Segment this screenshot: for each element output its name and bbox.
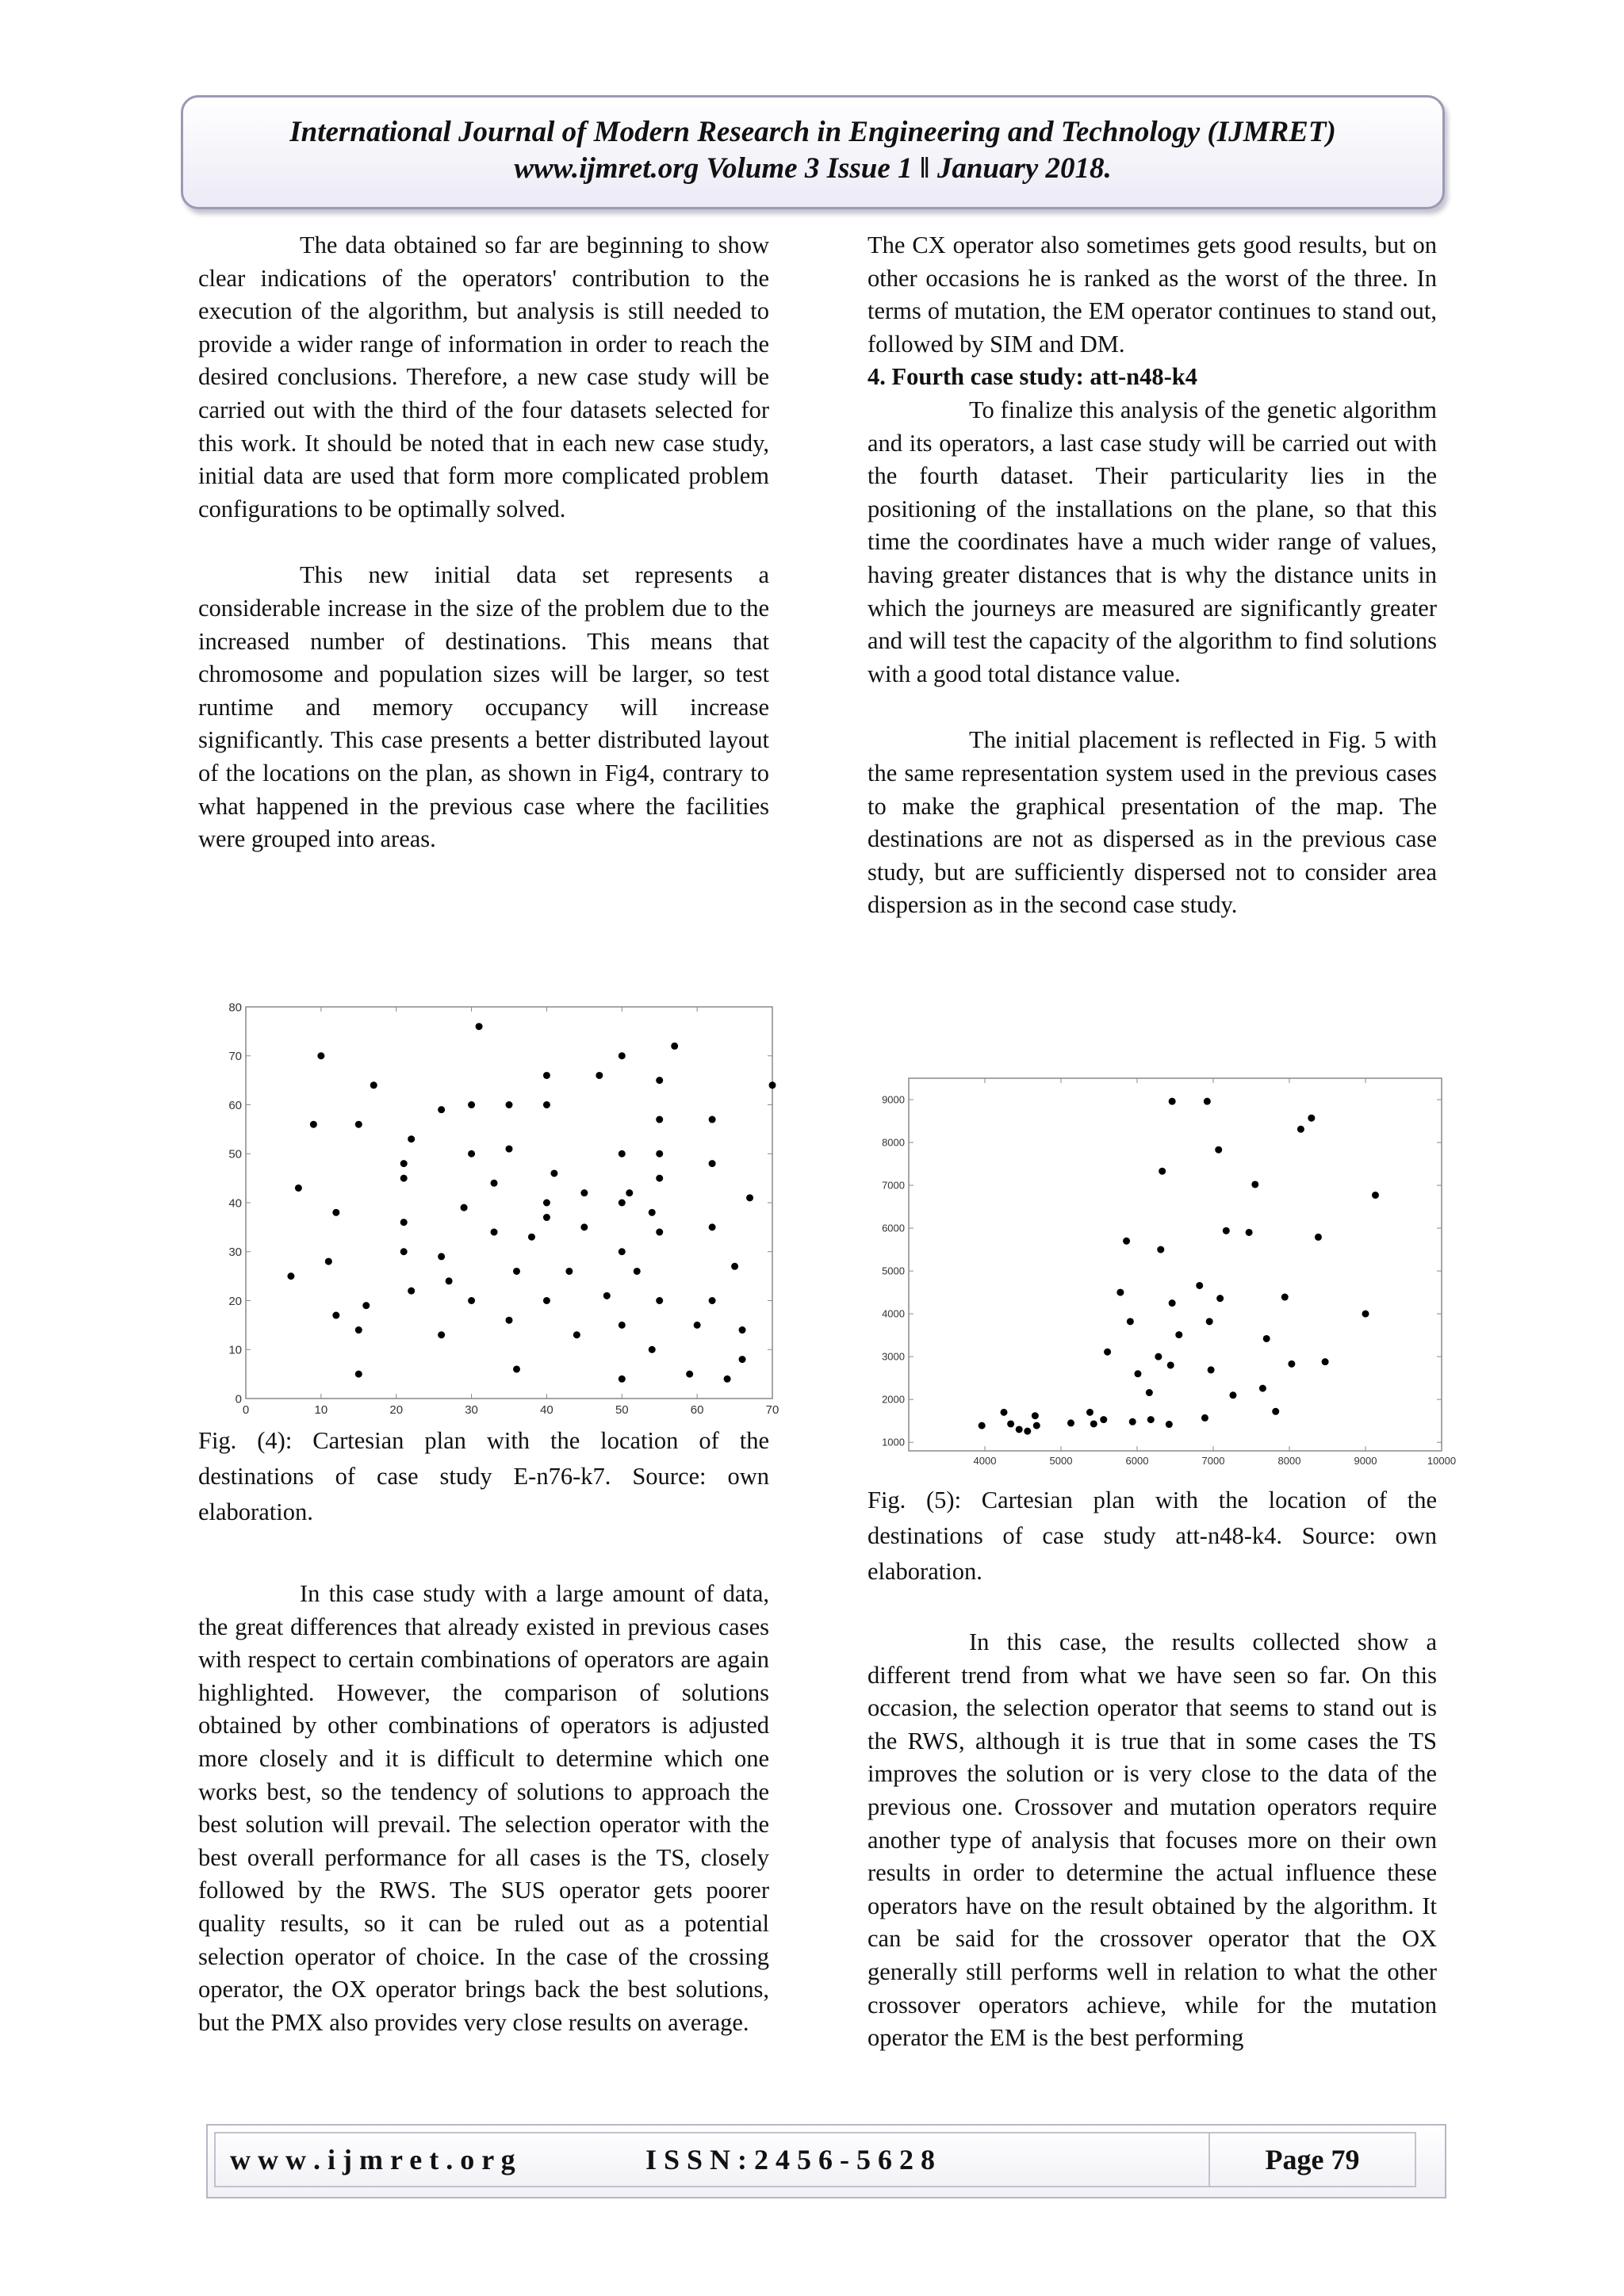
y-tick-label: 30	[228, 1246, 242, 1259]
data-point	[619, 1322, 626, 1329]
y-tick-label: 8000	[882, 1136, 905, 1149]
footer-website: w w w . i j m r e t . o r g	[230, 2144, 515, 2175]
x-tick-label: 6000	[1125, 1455, 1149, 1467]
paragraph: In this case, the results collected show a different trend from what we have seen so far. On this occasion, the selection operator that seems to stand out is the RWS, although it is true that in some cases the TS improves the solution or is very close to the data of the previous one. Crossover and mutation operators require another type of analysis that focuses more on their own results in order to determine the actual influence these operators have on the result obtained by the algorithm. It can be said for the crossover operator that the OX generally still performs well in relation to what the other crossover operators achieve, while for the mutation operator the EM is the best performing	[868, 1628, 1437, 2052]
data-point	[573, 1331, 580, 1338]
figure-4-plot-area	[228, 1001, 779, 1417]
data-point	[438, 1253, 445, 1260]
data-point	[1288, 1360, 1295, 1368]
x-tick-label: 5000	[1049, 1455, 1073, 1467]
x-tick-label: 10000	[1427, 1455, 1457, 1467]
data-point	[325, 1258, 332, 1265]
data-point	[739, 1326, 746, 1334]
data-point	[565, 1268, 573, 1275]
data-point	[468, 1150, 475, 1158]
data-point	[1155, 1353, 1162, 1360]
data-point	[619, 1376, 626, 1383]
y-tick-label: 5000	[882, 1265, 905, 1277]
data-point	[528, 1234, 535, 1241]
data-point	[468, 1101, 475, 1108]
x-tick-label: 10	[314, 1403, 328, 1417]
data-point	[1175, 1331, 1182, 1338]
data-point	[543, 1297, 550, 1304]
data-point	[709, 1160, 716, 1167]
data-point	[310, 1121, 317, 1128]
x-tick-label: 70	[765, 1403, 779, 1417]
data-point	[1134, 1370, 1141, 1377]
data-point	[656, 1077, 663, 1084]
paragraph: This new initial data set represents a considerable increase in the size of the problem due to the increased number of destinations. This means that chromosome and population sizes will be larger, so test runtime and memory occupancy will increase significantly. This case presents a better distributed layout of the locations on the plan, as shown in Fig4, contrary to what happened in the previous case where the facilities were grouped into areas.	[198, 561, 769, 853]
data-point	[550, 1169, 557, 1177]
footer-page-number: Page 79	[1208, 2132, 1416, 2187]
data-point	[1067, 1419, 1074, 1426]
data-point	[1204, 1098, 1211, 1105]
data-point	[295, 1184, 302, 1192]
x-tick-label: 4000	[973, 1455, 997, 1467]
data-point	[656, 1150, 663, 1158]
paragraph: The initial placement is reflected in Fig. 5 with the same representation system used in the previous cases to make the graphical presentation of the map. The destinations are not as dispersed as in the previous case study, but are sufficiently dispersed not to consider area dispersion as in the second case study.	[868, 726, 1437, 919]
data-point	[1263, 1335, 1270, 1342]
data-point	[1281, 1294, 1289, 1301]
data-point	[408, 1288, 415, 1295]
data-point	[1372, 1192, 1379, 1199]
data-point	[1216, 1295, 1224, 1302]
data-point	[332, 1209, 339, 1216]
data-point	[979, 1422, 986, 1429]
data-point	[1001, 1409, 1008, 1416]
data-point	[1033, 1422, 1040, 1429]
y-tick-label: 0	[235, 1392, 242, 1406]
journal-header	[181, 95, 1445, 209]
figure-4-caption: Fig. (4): Cartesian plan with the location of the destinations of case study E-n76-k7. Source: own elaboration.	[198, 1427, 769, 1525]
data-point	[739, 1356, 746, 1363]
y-tick-label: 2000	[882, 1393, 905, 1406]
y-tick-label: 7000	[882, 1179, 905, 1192]
right-column	[868, 229, 1437, 922]
journal-issue-line: www.ijmret.org Volume 3 Issue 1 ǁ January 2018.	[514, 152, 1112, 185]
data-point	[656, 1116, 663, 1123]
data-point	[543, 1072, 550, 1079]
data-point	[619, 1248, 626, 1255]
data-point	[1016, 1425, 1023, 1433]
data-point	[709, 1297, 716, 1304]
left-column	[198, 229, 769, 856]
data-point	[1272, 1408, 1279, 1415]
data-point	[596, 1072, 603, 1079]
data-point	[580, 1189, 588, 1196]
data-point	[1167, 1361, 1174, 1368]
x-tick-label: 9000	[1354, 1455, 1377, 1467]
y-tick-label: 40	[228, 1196, 242, 1211]
data-point	[1169, 1299, 1176, 1307]
data-point	[619, 1150, 626, 1158]
data-point	[491, 1229, 498, 1236]
x-tick-label: 20	[389, 1403, 404, 1417]
data-point	[438, 1331, 445, 1338]
y-tick-label: 10	[228, 1343, 242, 1357]
x-tick-label: 50	[615, 1403, 629, 1417]
paragraph: The data obtained so far are beginning to show clear indications of the operators' contribution to the execution of the algorithm, but analysis is still needed to provide a wider range of information in order to reach the desired conclusions. Therefore, a new case study will be carried out with the third of the four datasets selected for this work. It should be noted that in each new case study, initial data are used that form more complicated problem configurations to be optimally solved.	[198, 232, 769, 522]
figure-4-scatter-plot	[213, 1001, 777, 1421]
data-point	[1297, 1126, 1304, 1133]
data-point	[1246, 1229, 1253, 1236]
data-point	[370, 1081, 377, 1089]
data-point	[400, 1248, 408, 1255]
y-tick-label: 3000	[882, 1350, 905, 1363]
data-point	[513, 1365, 520, 1372]
y-tick-label: 9000	[882, 1093, 905, 1106]
paragraph: The CX operator also sometimes gets good results, but on other occasions he is ranked as the worst of the three. In terms of mutation, the EM operator continues to stand out, followed by SIM and DM.	[868, 232, 1437, 358]
data-point	[1322, 1358, 1329, 1365]
data-point	[709, 1223, 716, 1230]
data-point	[543, 1214, 550, 1221]
y-tick-label: 80	[228, 1001, 242, 1015]
data-point	[1007, 1420, 1014, 1427]
data-point	[355, 1326, 362, 1334]
data-point	[1201, 1414, 1208, 1422]
data-point	[446, 1277, 453, 1284]
data-point	[619, 1200, 626, 1207]
data-point	[1127, 1318, 1134, 1325]
data-point	[1196, 1282, 1203, 1289]
data-point	[769, 1081, 776, 1089]
data-point	[1259, 1385, 1266, 1392]
data-point	[656, 1229, 663, 1236]
data-point	[649, 1209, 656, 1216]
data-point	[355, 1121, 362, 1128]
left-column-continued	[198, 1578, 769, 2039]
data-point	[1157, 1246, 1164, 1253]
data-point	[724, 1376, 731, 1383]
data-point	[438, 1106, 445, 1113]
plot-frame	[909, 1078, 1442, 1451]
paragraph: To finalize this analysis of the genetic algorithm and its operators, a last case study will be carried out with the fourth dataset. Their particularity lies in the positioning of the installations on the plane, so that this time the coordinates have a much wider range of values, having greater distances that is why the distance units in which the journeys are measured are significantly greater and will test the capacity of the algorithm to find solutions with a good total distance value.	[868, 396, 1437, 687]
plot-frame	[246, 1007, 772, 1399]
data-point	[709, 1116, 716, 1123]
data-point	[1100, 1416, 1107, 1423]
x-tick-label: 40	[540, 1403, 553, 1417]
x-tick-label: 0	[242, 1403, 250, 1417]
data-point	[543, 1101, 550, 1108]
figure-5-plot-area	[882, 1078, 1456, 1467]
data-point	[671, 1043, 678, 1050]
data-point	[1169, 1098, 1176, 1105]
data-point	[1229, 1391, 1236, 1399]
data-point	[1147, 1416, 1155, 1423]
x-tick-label: 7000	[1201, 1455, 1225, 1467]
data-point	[731, 1263, 738, 1270]
data-point	[287, 1272, 294, 1280]
data-point	[506, 1101, 513, 1108]
page-footer	[206, 2124, 1446, 2198]
data-point	[1024, 1428, 1031, 1435]
data-point	[746, 1194, 753, 1201]
data-point	[603, 1292, 611, 1299]
data-point	[1086, 1409, 1094, 1416]
data-point	[400, 1219, 408, 1226]
figure-5-scatter-plot	[864, 1070, 1457, 1476]
data-point	[1159, 1168, 1166, 1175]
paragraph: In this case study with a large amount of data, the great differences that already existed in previous cases with respect to certain combinations of operators are again highlighted. However, the comparison of solutions obtained by other combinations of operators is adjusted more closely and it is difficult to determine which one works best, so the tendency of solutions to approach the best solution will prevail. The selection operator with the best overall performance for all cases is the TS, closely followed by the RWS. The SUS operator gets poorer quality results, so it can be ruled out as a potential selection operator of choice. In the case of the crossing operator, the OX operator brings back the best solutions, but the PMX also provides very close results on average.	[198, 1580, 769, 2036]
data-point	[400, 1175, 408, 1182]
x-tick-label: 30	[465, 1403, 478, 1417]
data-point	[506, 1317, 513, 1324]
data-point	[1129, 1418, 1136, 1425]
data-point	[656, 1175, 663, 1182]
data-point	[362, 1302, 370, 1309]
x-tick-label: 60	[690, 1403, 704, 1417]
data-point	[1362, 1311, 1369, 1318]
data-point	[1215, 1146, 1222, 1154]
y-tick-label: 1000	[882, 1436, 905, 1448]
data-point	[1104, 1349, 1111, 1356]
data-point	[506, 1146, 513, 1153]
data-point	[400, 1160, 408, 1167]
data-point	[317, 1052, 324, 1059]
figure-5-caption: Fig. (5): Cartesian plan with the location of the destinations of case study att-n48-k4. Source: own elaboration.	[868, 1487, 1437, 1585]
data-point	[461, 1204, 468, 1211]
x-tick-label: 8000	[1277, 1455, 1301, 1467]
data-point	[491, 1180, 498, 1187]
section-heading: 4. Fourth case study: att-n48-k4	[868, 363, 1197, 391]
y-tick-label: 4000	[882, 1307, 905, 1320]
data-point	[1315, 1234, 1322, 1241]
data-point	[580, 1223, 588, 1230]
data-point	[1206, 1318, 1213, 1325]
data-point	[1123, 1238, 1130, 1245]
journal-title: International Journal of Modern Research in Engineering and Technology (IJMRET)	[289, 116, 1336, 148]
data-point	[656, 1297, 663, 1304]
data-point	[1208, 1366, 1215, 1373]
y-tick-label: 70	[228, 1050, 242, 1063]
data-point	[1090, 1420, 1097, 1427]
data-point	[694, 1322, 701, 1329]
data-point	[1223, 1227, 1230, 1234]
data-point	[626, 1189, 633, 1196]
data-point	[1166, 1421, 1173, 1428]
data-point	[543, 1200, 550, 1207]
data-point	[1146, 1389, 1153, 1396]
data-point	[1116, 1289, 1124, 1296]
data-point	[468, 1297, 475, 1304]
footer-issn: I S S N : 2 4 5 6 - 5 6 2 8	[645, 2144, 936, 2175]
y-tick-label: 6000	[882, 1222, 905, 1234]
data-point	[355, 1371, 362, 1378]
data-point	[332, 1312, 339, 1319]
y-tick-label: 50	[228, 1147, 242, 1161]
y-tick-label: 20	[228, 1294, 242, 1308]
y-tick-label: 60	[228, 1098, 242, 1112]
data-point	[686, 1371, 693, 1378]
data-point	[408, 1135, 415, 1142]
data-point	[1032, 1412, 1039, 1419]
data-point	[1251, 1181, 1258, 1188]
data-point	[619, 1052, 626, 1059]
data-point	[513, 1268, 520, 1275]
data-point	[649, 1346, 656, 1353]
right-column-continued	[868, 1626, 1437, 2055]
data-point	[634, 1268, 641, 1275]
data-point	[476, 1023, 483, 1030]
data-point	[1308, 1115, 1315, 1122]
